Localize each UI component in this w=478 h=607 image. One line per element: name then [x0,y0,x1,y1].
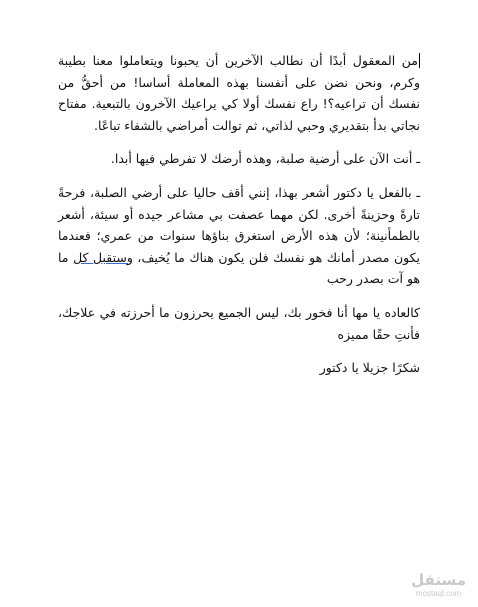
paragraph-1-text: من المعقول أبدًا أن نطالب الآخرين أن يحبونا ويتعاملوا معنا بطيبة وكرم، ونحن نضن على أنفسنا بهذه المعاملة أساسا! من أحقُّ من نفسك أن تراعيه؟! راع نفسك أولا كي يراعيك الآخرون بالتبعية. مفتاح نجاتي بدأ بتقديري وحبي لذاتي، ثم توالت أمراضي بالشفاء تباعًا. [58,53,420,133]
watermark-logo-text: مستقل [411,571,466,589]
paragraph-3 [58,182,420,290]
paragraph-1 [58,50,420,136]
paragraph-4: كالعاده يا مها أنا فخور بك، ليس الجميع يحرزون ما أحرزته في علاجك، فأنتِ حقًا مميزه [58,304,420,342]
paragraph-3-text-end: ما هو آت بصدر رحب [58,249,420,287]
paragraph-3-text-start: ـ بالفعل يا دكتور أشعر بهذا، إنني أقف حاليا على أرضي الصلبة، فرحةً تارةً وحزينةً أخرى. لكن مهما عصفت بي مشاعر جيده أو سيئة، أشعر بالطمأنينة؛ لأن هذه الأرض استغرق بناؤها سنوات من عمري؛ فعندما يكون مصدر أمانك هو نفسك فلن يكون هناك ما يُخيف، [58,184,420,265]
spellcheck-underlined-text: وستقبل كل [73,249,133,265]
paragraph-2: ـ أنت الآن على أرضية صلبة، وهذه أرضك لا تفرطي فيها أبدا. [110,151,420,167]
watermark-domain: mostaql.com [415,589,462,598]
document-body[interactable] [58,50,420,391]
paragraph-5: شكرًا جزيلا يا دكتور [319,360,420,376]
mostaql-watermark [411,571,466,599]
text-cursor [419,53,420,68]
